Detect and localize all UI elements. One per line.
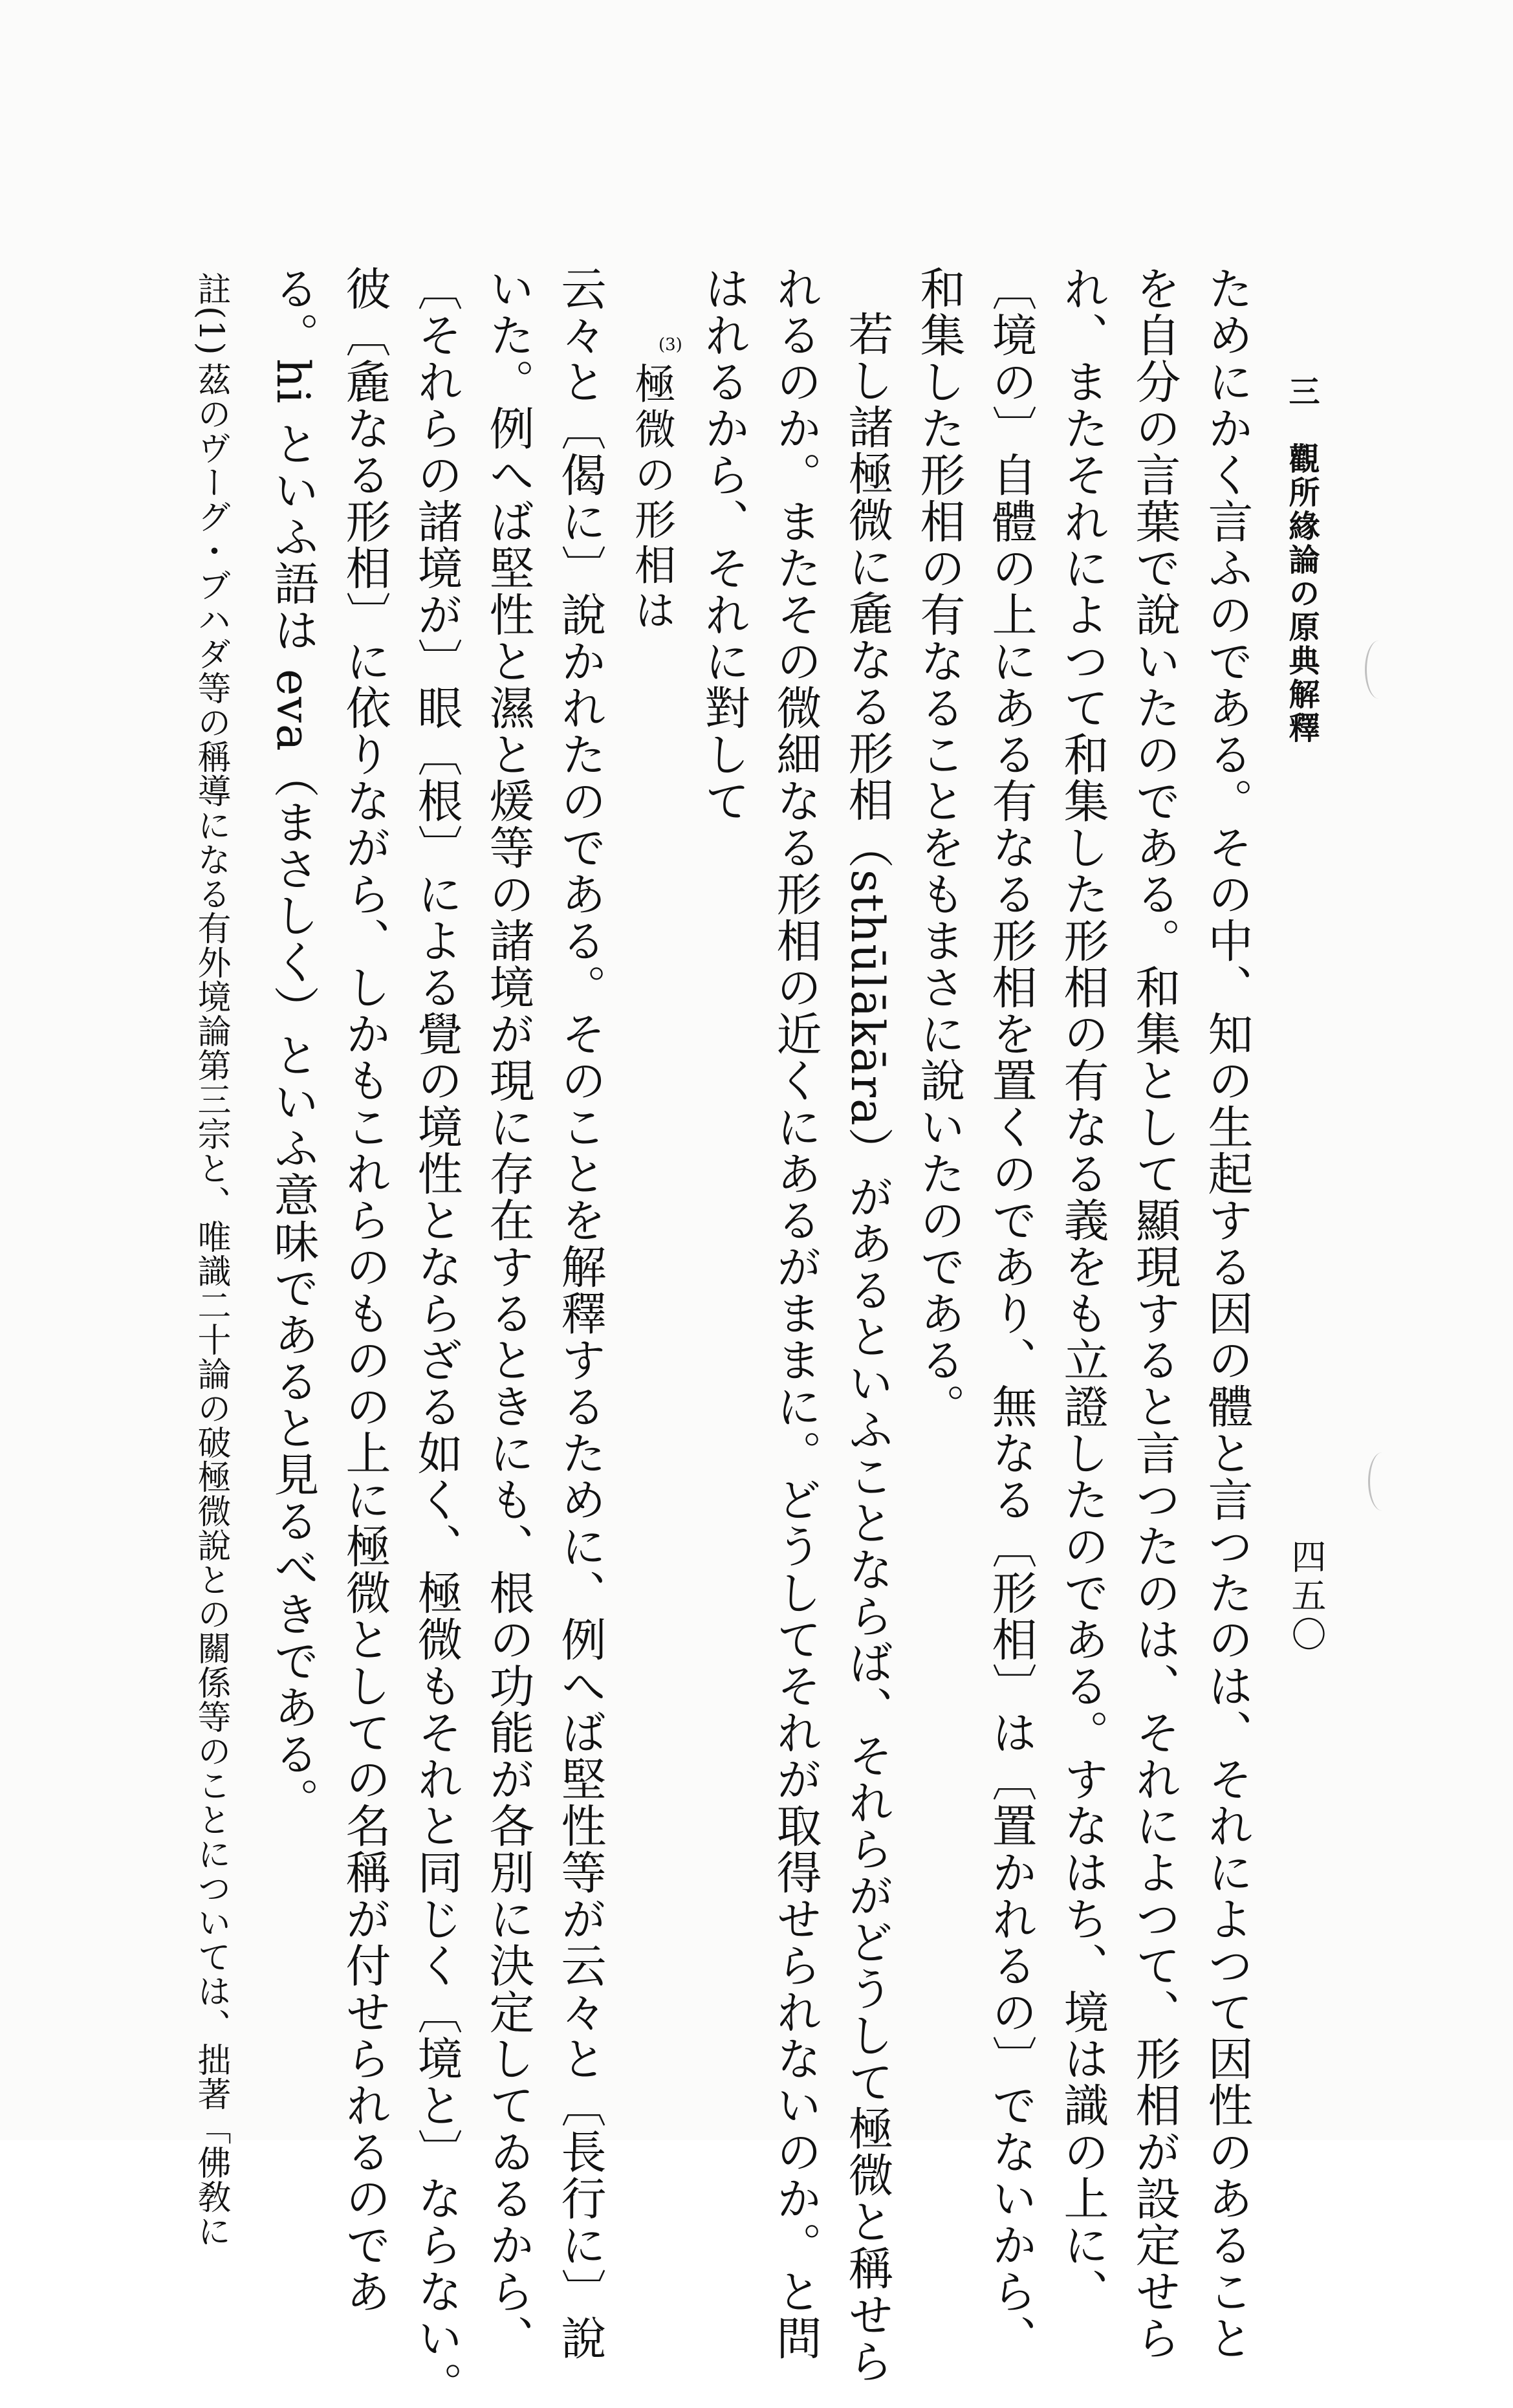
body-line-4: 〔境の〕自體の上にある有なる形相を置くのであり、無なる〔形相〕は〔置かれるの〕でないから、 xyxy=(985,265,1038,2361)
footnote-text: 茲のヴーグ・ブハダ等の稱導になる有外境論第三宗と、唯識二十論の破極微說との關係等のことについては、拙著「佛敎に xyxy=(191,362,230,2248)
scan-smudge xyxy=(1368,1452,1396,1511)
body-line-11: 〔それらの諸境が〕眼〔根〕による覺の境性とならざる如く、極微もそれと同じく〔境と〕ならない。 xyxy=(410,265,463,2408)
body-line-2: を自分の言葉で說いたのである。和集として顯現すると言つたのは、それによつて、形相が設定せら xyxy=(1128,265,1181,2361)
body-line-12: 彼〔麁なる形相〕に依りながら、しかもこれらのものの上に極微としての名稱が付せられるのであ xyxy=(338,265,391,2315)
body-line-7: れるのか。またその微細なる形相の近くにあるがままに。どうしてそれが取得せられないのか。と問 xyxy=(769,265,822,2361)
body-line-9: 云々と〔偈に〕說かれたのである。そのことを解釋するために、例へば堅性等が云々と〔長行に〕說 xyxy=(554,265,607,2361)
body-line-5: 和集した形相の有なることをもまさに說いたのである。 xyxy=(913,265,966,1430)
running-header: 三 觀所緣論の原典解釋 xyxy=(1283,375,1320,745)
body-line-8: はれるから、それに對して xyxy=(697,265,750,824)
body-line-6: 若し諸極微に麁なる形相（sthūlākāra）があるといふことならば、それらがどうして極微と稱せら xyxy=(841,311,894,2385)
footnote-label: 註(1) xyxy=(191,272,230,356)
page-number: 四五〇 xyxy=(1286,1538,1327,1655)
body-line-13: る。hi といふ語は eva（まさしく）といふ意味であると見るべきである。 xyxy=(267,265,320,1824)
body-line-3: れ、またそれによつて和集した形相の有なる義をも立證したのである。すなはち、境は識の上に、 xyxy=(1056,265,1109,2315)
body-line-1: ためにかく言ふのである。その中、知の生起する因の體と言つたのは、それによつて因性のあること xyxy=(1201,265,1254,2361)
body-line-10: いた。例へば堅性と濕と煖等の諸境が現に存在するときにも、根の功能が各別に決定してゐるから、 xyxy=(482,265,535,2361)
scan-smudge xyxy=(1365,640,1393,699)
verse-note-marker: (3) xyxy=(659,335,682,355)
verse-heading: 極微の形相は xyxy=(627,362,675,634)
